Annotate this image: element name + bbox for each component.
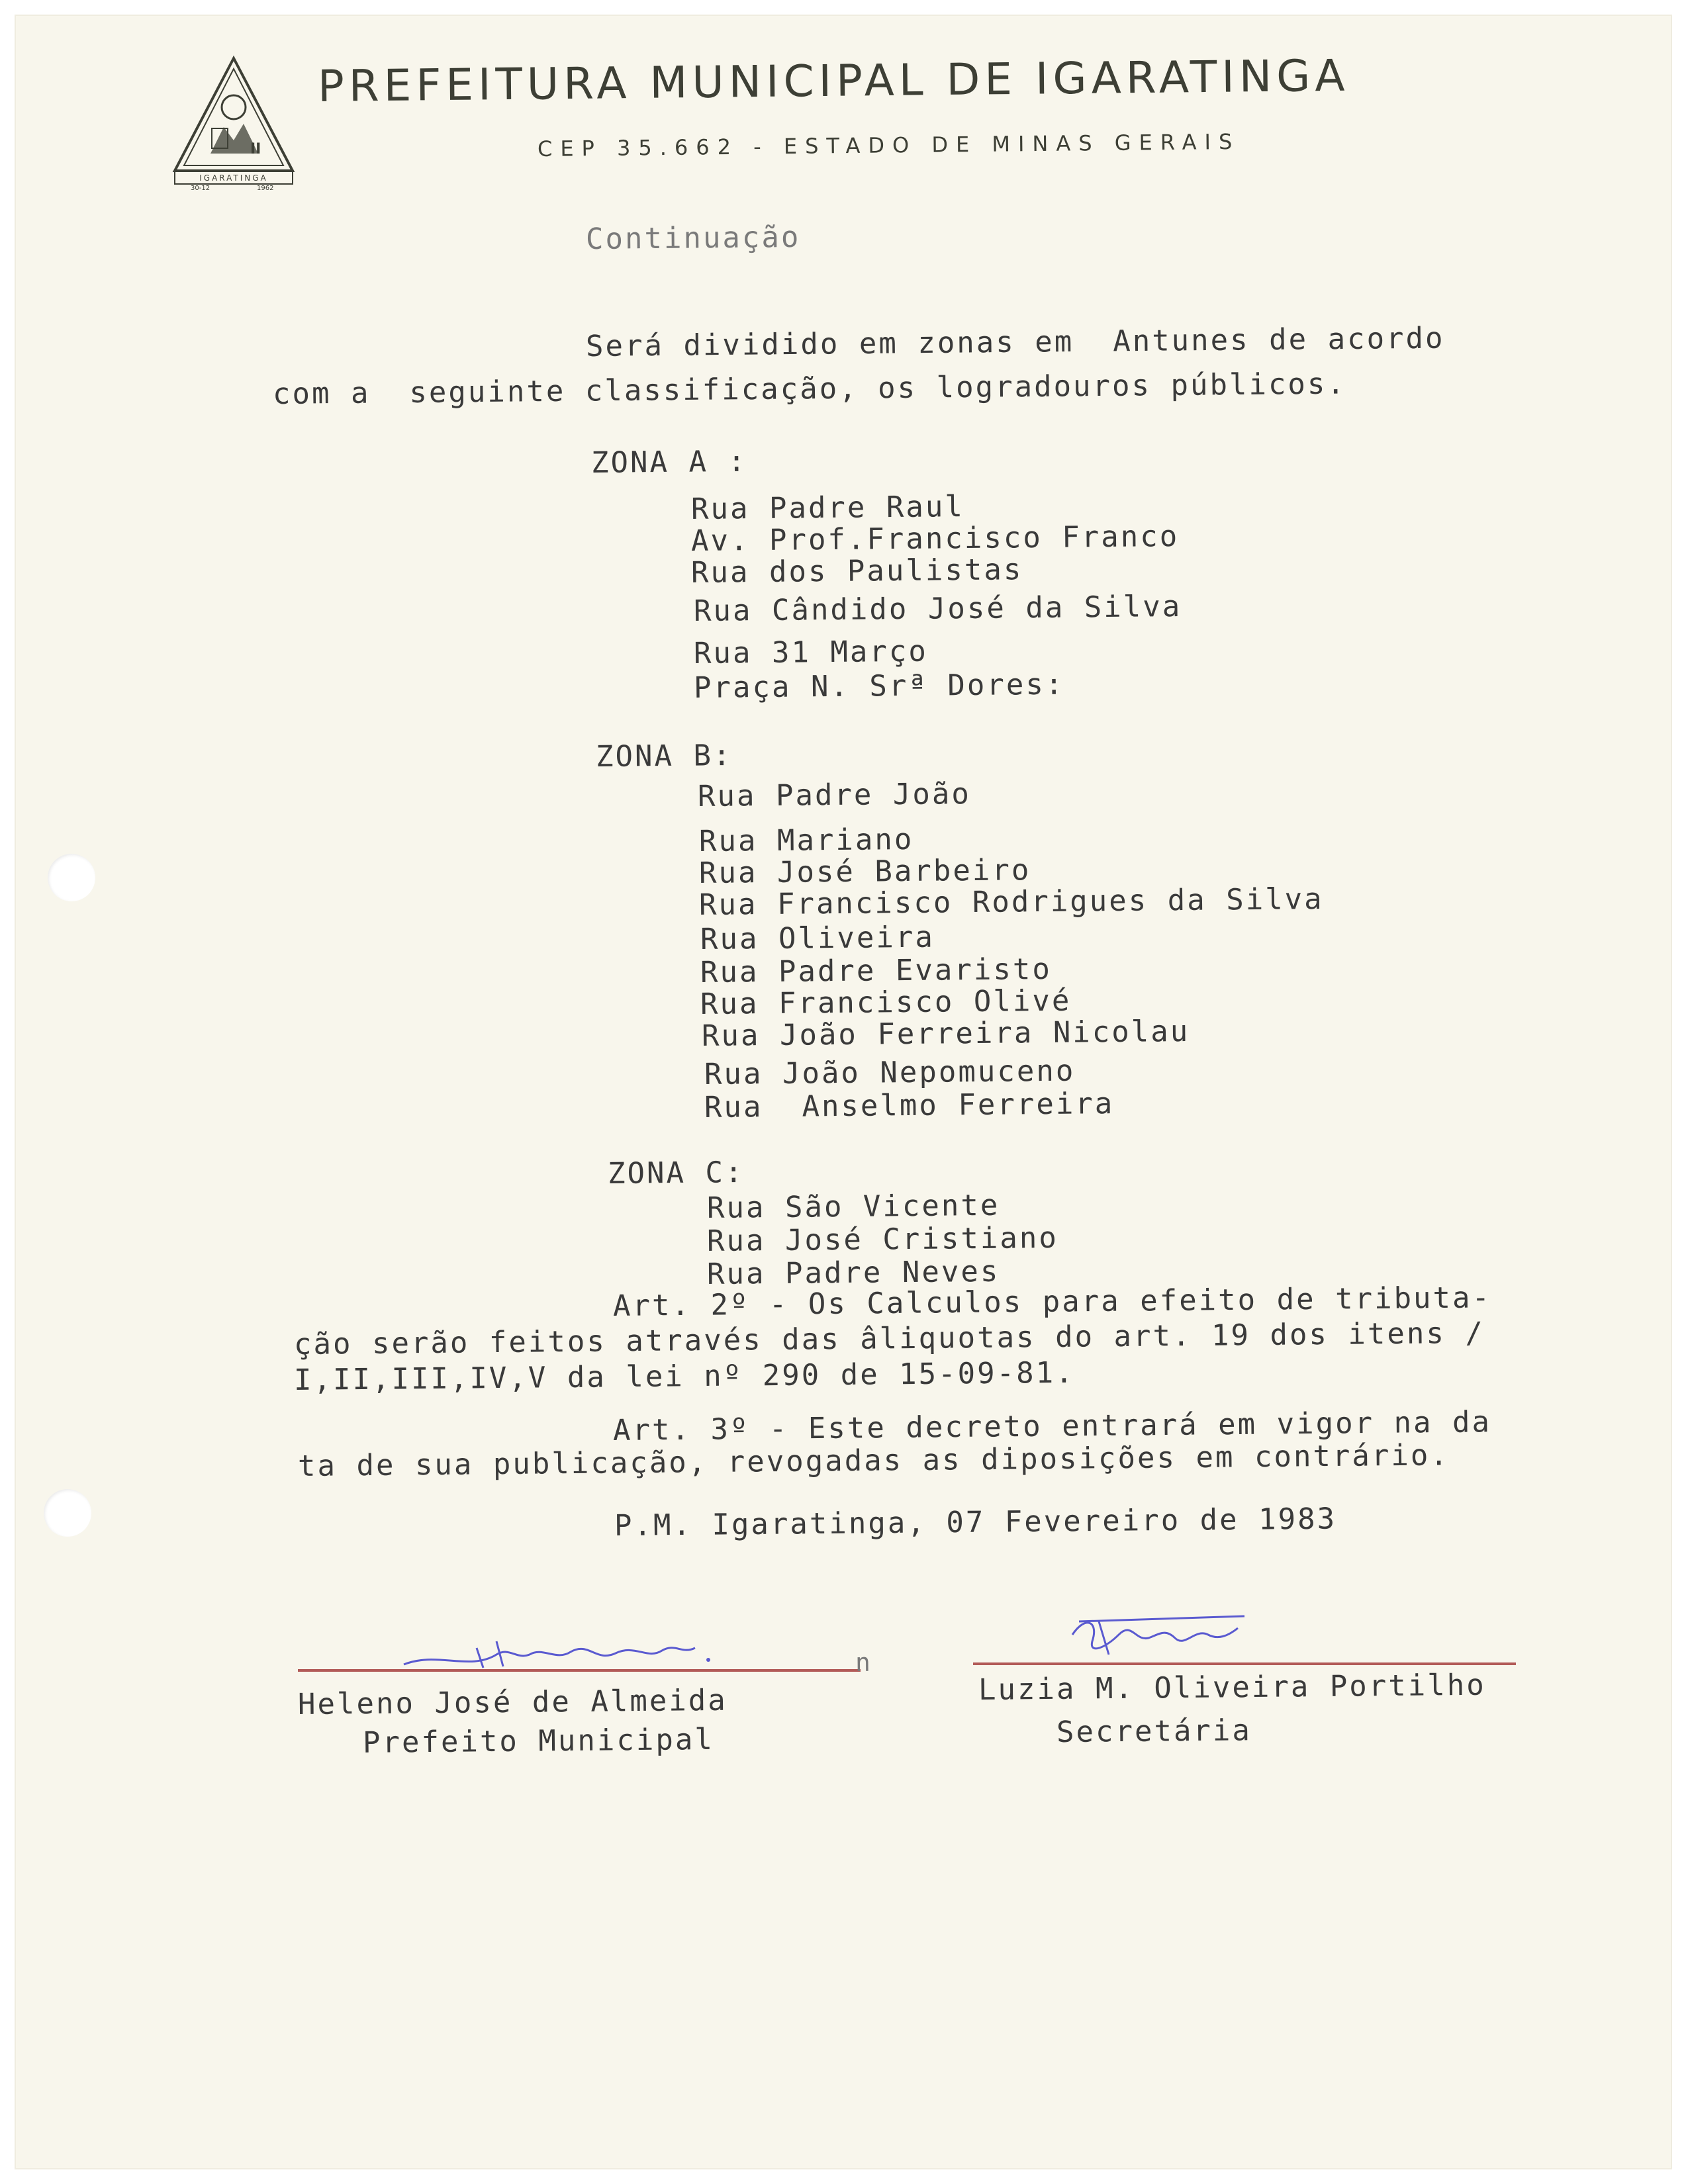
zone-c-street: Rua Padre Neves bbox=[706, 1254, 1000, 1291]
article-2-line-3: I,II,III,IV,V da lei nº 290 de 15-09-81. bbox=[293, 1355, 1075, 1397]
zone-b-street: Rua Anselmo Ferreira bbox=[704, 1087, 1115, 1124]
municipal-seal-icon bbox=[171, 54, 297, 192]
signatory-left-role: Prefeito Municipal bbox=[362, 1722, 715, 1760]
seal-year-left: 30-12 bbox=[191, 185, 211, 192]
zone-a-street: Rua Cândido José da Silva bbox=[693, 589, 1182, 628]
zone-b-street: Rua Francisco Rodrigues da Silva bbox=[698, 882, 1324, 922]
letterhead-title: PREFEITURA MUNICIPAL DE IGARATINGA bbox=[317, 50, 1350, 112]
zone-b-street: Rua Padre João bbox=[697, 777, 972, 813]
zone-b-street: Rua Oliveira bbox=[700, 920, 935, 956]
zone-a-label: ZONA A : bbox=[590, 444, 748, 480]
svg-text:II: II bbox=[250, 141, 261, 158]
article-2-line-2: ção serão feitos através das âliquotas do art. 19 dos itens / bbox=[293, 1316, 1485, 1361]
zone-b-street: Rua Mariano bbox=[698, 822, 914, 858]
article-3-line-1: Art. 3º - Este decreto entrará em vigor na da bbox=[612, 1405, 1492, 1447]
seal-text: IGARATINGA bbox=[199, 173, 268, 183]
zone-b-label: ZONA B: bbox=[595, 739, 733, 774]
signature-mark: n bbox=[855, 1647, 873, 1677]
zone-c-street: Rua José Cristiano bbox=[706, 1220, 1059, 1258]
signature-mayor bbox=[397, 1628, 755, 1681]
zone-a-street: Praça N. Srª Dores: bbox=[693, 667, 1065, 705]
zone-a-street: Rua dos Paulistas bbox=[690, 553, 1023, 590]
zone-b-street: Rua João Ferreira Nicolau bbox=[701, 1014, 1190, 1053]
zone-a-street: Rua 31 Março bbox=[693, 634, 929, 670]
intro-line-1: Será dividido em zonas em Antunes de acordo bbox=[585, 321, 1445, 363]
zone-b-street: Rua João Nepomuceno bbox=[704, 1054, 1076, 1091]
continuation-label: Continuação bbox=[585, 220, 801, 256]
zone-b-street: Rua Padre Evaristo bbox=[700, 952, 1053, 989]
zone-a-street: Av. Prof.Francisco Franco bbox=[690, 519, 1180, 558]
signatory-right-name: Luzia M. Oliveira Portilho bbox=[978, 1668, 1486, 1707]
signature-line-left bbox=[298, 1669, 861, 1672]
letterhead-subtitle: CEP 35.662 - ESTADO DE MINAS GERAIS bbox=[537, 128, 1241, 161]
signatory-right-role: Secretária bbox=[1056, 1713, 1252, 1749]
zone-a-street: Rua Padre Raul bbox=[690, 490, 965, 526]
punch-hole-lower bbox=[44, 1489, 91, 1537]
signature-line-right bbox=[973, 1662, 1516, 1665]
article-3-line-2: ta de sua publicação, revogadas as diposições em contrário. bbox=[297, 1438, 1450, 1483]
intro-line-2: com a seguinte classificação, os logradouros públicos. bbox=[272, 367, 1347, 411]
place-date: P.M. Igaratinga, 07 Fevereiro de 1983 bbox=[614, 1502, 1337, 1543]
zone-c-street: Rua São Vicente bbox=[706, 1188, 1000, 1225]
signatory-left-name: Heleno José de Almeida bbox=[297, 1683, 728, 1721]
zone-b-street: Rua Francisco Olivé bbox=[700, 983, 1072, 1021]
punch-hole-upper bbox=[48, 854, 95, 901]
zone-b-street: Rua José Barbeiro bbox=[698, 853, 1031, 890]
seal-year-right: 1962 bbox=[257, 185, 274, 192]
zone-c-label: ZONA C: bbox=[607, 1156, 745, 1191]
article-2-line-1: Art. 2º - Os Calculos para efeito de tributa- bbox=[612, 1281, 1492, 1323]
